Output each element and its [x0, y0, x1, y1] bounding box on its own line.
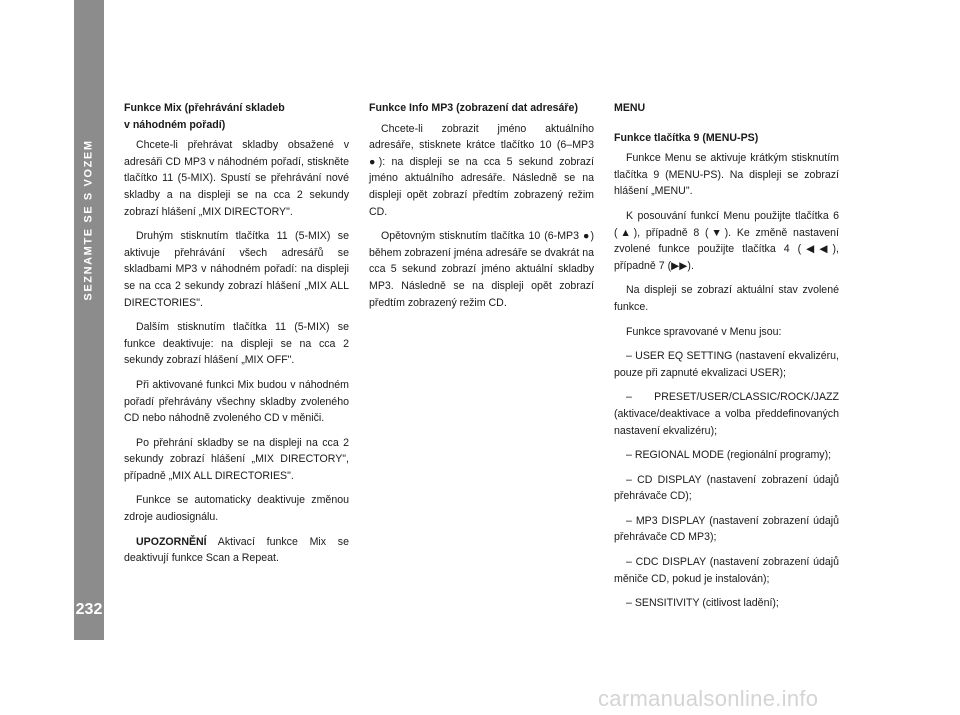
column-menu	[614, 100, 839, 620]
column-info-mp3	[369, 100, 594, 319]
mix-heading-line1: Funkce Mix (přehrávání skladeb	[124, 102, 285, 114]
section-title	[74, 80, 104, 360]
info-mp3-heading: Funkce Info MP3 (zobrazení dat adresáře)	[369, 102, 578, 114]
mix-paragraph-5: Po přehrání skladby se na displeji na cca 2 sekundy zobrazí hlášení „MIX DIRECTORY", případně „MIX ALL DIRECTORIES".	[124, 436, 349, 482]
menu-item-cd-display: – CD DISPLAY (nastavení zobrazení údajů přehrávače CD);	[614, 473, 839, 503]
menu-heading: MENU	[614, 102, 646, 114]
mix-paragraph-1: Chcete-li přehrávat skladby obsažené v adresáři CD MP3 v náhodném pořadí, stiskněte tlačítko 11 (5-MIX). Spustí se přehrávání nové skladby a na displeji se na cca 2 sekundy zobrazí hlášení „MIX DIRECTORY".	[124, 139, 349, 218]
menu-paragraph-3: Na displeji se zobrazí aktuální stav zvolené funkce.	[614, 284, 839, 313]
warning-label: UPOZORNĚNÍ	[136, 535, 207, 548]
menu-item-user-eq: – USER EQ SETTING (nastavení ekvalizéru, pouze při zapnuté ekvalizaci USER);	[614, 350, 839, 379]
info-mp3-paragraph-2: Opětovným stisknutím tlačítka 10 (6-MP3 ●) během zobrazení jména adresáře se dvakrát na cca 5 sekund zobrazí jméno aktuální skladby MP3. Následně se na displeji opět zobrazí předtím zobrazený režim CD.	[369, 230, 594, 309]
section-title-text: SEZNAMTE SE S VOZEM	[83, 139, 96, 301]
menu-item-cdc-display: – CDC DISPLAY (nastavení zobrazení údajů měniče CD, pokud je instalován);	[614, 556, 839, 585]
menu-item-regional: – REGIONAL MODE (regionální programy);	[626, 449, 832, 462]
page-number: 232	[75, 601, 103, 618]
menu-paragraph-2: K posouvání funkcí Menu použijte tlačítka 6 (▲), případně 8 (▼). Ke změně nastavení zvolené funkce použijte tlačítka 4 (◀◀), případně 7 (▶▶).	[614, 209, 839, 272]
menu-paragraph-1: Funkce Menu se aktivuje krátkým stisknutím tlačítka 9 (MENU-PS). Na displeji se zobrazí hlášení „MENU".	[614, 152, 839, 198]
info-mp3-paragraph-1: Chcete-li zobrazit jméno aktuálního adresáře, stisknete krátce tlačítko 10 (6–MP3 ●): na displeji se na cca 5 sekund zobrazí jméno aktuálního adresáře. Následně se na displeji opět zobrazí předtím zobrazený režim CD.	[369, 122, 594, 218]
menu-item-preset: – PRESET/USER/CLASSIC/ROCK/JAZZ (aktivace/deaktivace a volba předdefinovaných nastavení ekvalizéru);	[614, 391, 839, 437]
column-mix	[124, 100, 349, 575]
menu-paragraph-4: Funkce spravované v Menu jsou:	[626, 325, 782, 338]
menu-item-mp3-display: – MP3 DISPLAY (nastavení zobrazení údajů přehrávače CD MP3);	[614, 514, 839, 544]
mix-heading-line2: v náhodném pořadí)	[124, 118, 226, 131]
mix-paragraph-6: Funkce se automaticky deaktivuje změnou zdroje audiosignálu.	[124, 494, 349, 524]
mix-paragraph-4: Při aktivované funkci Mix budou v náhodném pořadí přehrávány všechny skladby zvoleného CD nebo náhodně zvoleného CD v měniči.	[124, 378, 349, 425]
mix-paragraph-2: Druhým stisknutím tlačítka 11 (5-MIX) se aktivuje přehrávání všech adresářů se skladbami MP3 v náhodném pořadí: na displeji se na cca 2 sekundy zobrazí hlášení „MIX ALL DIRECTORIES".	[124, 230, 349, 309]
mix-warning	[124, 534, 349, 567]
mix-heading	[124, 100, 349, 133]
warning-text: Aktivací funkce Mix se deaktivují funkce Scan a Repeat.	[124, 535, 349, 565]
mix-paragraph-3: Dalším stisknutím tlačítka 11 (5-MIX) se funkce deaktivuje: na displeji se na cca 2 sekundy zobrazí hlášení „MIX OFF".	[124, 321, 349, 367]
menu-item-sensitivity: – SENSITIVITY (citlivost ladění);	[626, 597, 779, 610]
watermark: carmanualsonline.info	[598, 686, 819, 711]
menu-button-heading: Funkce tlačítka 9 (MENU-PS)	[614, 131, 759, 144]
